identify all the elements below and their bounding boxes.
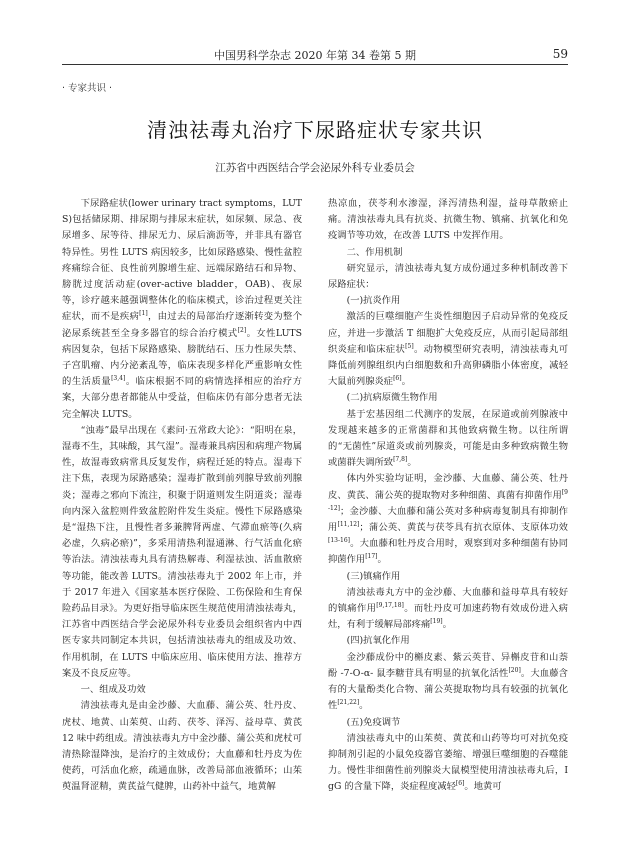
section-heading: (二)抗病原微生物作用	[346, 392, 438, 404]
section-heading: (一)抗炎作用	[346, 295, 401, 307]
section-heading: 二、作用机制	[346, 246, 403, 258]
body-paragraph: 清浊祛毒丸方中的金沙藤、大血藤和益母草具有较好的镇痛作用[9,17,18]。而牡丹皮可加速药物有效成份进入病灶，有利于缓解局部疼痛[19]。	[328, 586, 568, 631]
left-column	[62, 196, 302, 846]
body-paragraph: 金沙藤成份中的槲皮素、紫云英苷、异槲皮苷和山萘酚 -7-O-α- 鼠李糖苷具有明显的抗氧化活性[20]。大血藤含有的大量酚类化合物、蒲公英提取物均具有较强的抗氧化性[21,22]。	[328, 651, 568, 712]
section-heading: (三)镇痛作用	[346, 570, 401, 582]
journal-info: 中国男科学杂志 2020 年第 34 卷第 5 期	[214, 49, 416, 62]
body-paragraph: 清浊祛毒丸中的山茱萸、黄芪和山药等均可对抗免疫抑制剂引起的小鼠免疫器官萎缩、增强巨噬细胞的吞噬能力。慢性非细菌性前列腺炎大鼠模型使用清浊祛毒丸后，IgG 的含量下降，炎症程度减轻[6]。地黄可	[328, 732, 568, 793]
page-number: 59	[552, 47, 568, 61]
section-heading: 一、组成及功效	[80, 684, 146, 696]
body-paragraph: 热凉血，茯苓利水渗湿，泽泻清热利湿，益母草散瘀止痛。清浊祛毒丸具有抗炎、抗微生物、镇痛、抗氧化和免疫调节等功效，在改善 LUTS 中发挥作用。	[328, 198, 568, 242]
body-paragraph: 体内外实验均证明，金沙藤、大血藤、蒲公英、牡丹皮、黄芪、蒲公英的提取物对多种细菌、真菌有抑菌作用[9-12]；金沙藤、大血藤和蒲公英对多种病毒复制具有抑制作用[11,12]；蒲公英、黄芪与茯苓具有抗衣原体、支原体功效[13-16]。大血藤和牡丹皮合用时，观察到对多种细菌有协同抑菌作用[17]。	[328, 473, 568, 566]
body-paragraph: 激活的巨噬细胞产生炎性细胞因子启动异常的免疫反应，并进一步激活 T 细胞扩大免疫反应，从而引起局部组织炎症和临床症状[5]。动物模型研究表明，清浊祛毒丸可降低前列腺组织内白细胞数和升高卵磷脂小体密度，减轻大鼠前列腺炎症[6]。	[328, 311, 568, 388]
section-heading: (五)免疫调节	[346, 716, 401, 728]
body-paragraph: 下尿路症状(lower urinary tract symptoms，LUTS)包括储尿期、排尿期与排尿末症状，如尿频、尿急、夜尿增多、尿等待、排尿无力、尿后滴沥等，并非具有器官特异性。男性 LUTS 病因较多，比如尿路感染、慢性盆腔疼痛综合征、良性前列腺增生症、远端尿路结石和异物、膀胱过度活动症(over-active bladder，OAB)、夜尿等，诊疗越来越强调整体化的临床模式，诊治过程更关注症状，而不是疾病[1]，由过去的局部治疗逐渐转变为整个泌尿系统甚至全身多器官的综合治疗模式[2]。女性LUTS 病因复杂，包括下尿路感染、膀胱结石、压力性尿失禁、子宫肌瘤、内分泌紊乱等，临床表现多样化严重影响女性的生活质量[3,4]。临床根据不同的病情选择相应的治疗方案，大部分患者都能从中受益，但临床仍有部分患者无法完全解决 LUTS。	[62, 198, 302, 420]
right-column	[328, 196, 568, 846]
body-paragraph: 清浊祛毒丸是由金沙藤、大血藤、蒲公英、牡丹皮、虎杖、地黄、山茱萸、山药、茯苓、泽泻、益母草、黄芪 12 味中药组成。清浊祛毒丸方中金沙藤、蒲公英和虎杖可清热除湿降浊，是治疗的主效成份；大血藤和牡丹皮为佐使药，可活血化瘀，疏通血脉，改善局部血液循环；山茱萸温肾涩精，黄芪益气健脾，山药补中益气，地黄解	[62, 700, 302, 793]
running-header	[62, 44, 568, 65]
section-tag: · 专家共识 ·	[62, 83, 113, 94]
article-author: 江苏省中西医结合学会泌尿外科专业委员会	[215, 162, 415, 174]
section-heading: (四)抗氧化作用	[346, 635, 410, 647]
body-paragraph: 基于宏基因组二代测序的发展，在尿道或前列腺液中发现越来越多的正常菌群和其他致病微生物。以往所谓的“无菌性”尿道炎或前列腺炎，可能是由多种致病微生物或菌群失调所致[7,8]。	[328, 408, 568, 469]
article-title: 清浊祛毒丸治疗下尿路症状专家共识	[147, 118, 483, 142]
body-paragraph: “浊毒”最早出现在《素问·五常政大论》：“阳明在泉，湿毒不生，其味酸，其气湿”。湿毒兼具病因和病理产物属性，故湿毒致病常具反复发作，病程迁延的特点。湿毒下注下焦，表现为尿路感染；湿毒扩散到前列腺导致前列腺炎；湿毒之邪向下流注，积聚于阴道则发生阴道炎；湿毒向内深入盆腔则件致盆腔附件发生炎症。慢性下尿路感染是“湿热下注，且慢性者多兼脾肾两虚、气滞血瘀等(久病必虚，久病必瘀)”，多采用清热利湿通淋、行气活血化瘀等治法。清浊祛毒丸具有清热解毒、利湿祛浊、活血散瘀等功能，能改善 LUTS。清浊祛毒丸于 2002 年上市，并于 2017 年进入《国家基本医疗保险、工伤保险和生育保险药品目录》。为更好指导临床医生规范使用清浊祛毒丸，江苏省中西医结合学会泌尿外科专业委员会组织省内中西医专家共同制定本共识，包括清浊祛毒丸的组成及功效、作用机制，在 LUTS 中临床应用、临床使用方法、推荐方案及不良反应等。	[62, 424, 302, 679]
body-paragraph: 研究显示，清浊祛毒丸复方成份通过多种机制改善下尿路症状：	[328, 262, 568, 291]
